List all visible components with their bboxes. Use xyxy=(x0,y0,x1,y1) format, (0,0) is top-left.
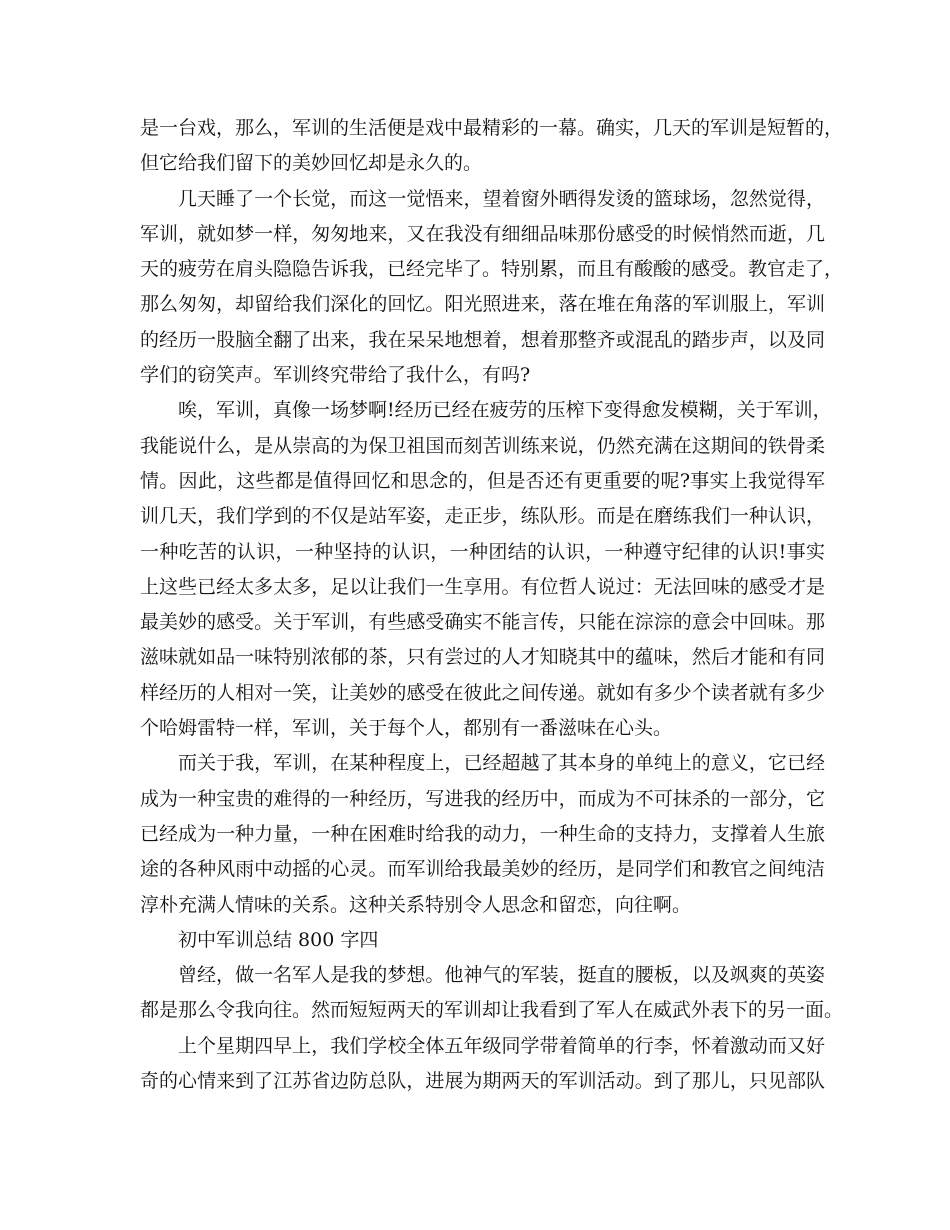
text-line: 奇的心情来到了江苏省边防总队，进展为期两天的军训活动。到了那儿，只见部队 xyxy=(140,1070,825,1093)
text-line: 是一台戏，那么，军训的生活便是戏中最精彩的一幕。确实，几天的军训是短暂的， xyxy=(140,117,844,139)
text-line: 成为一种宝贵的难得的一种经历，写进我的经历中，而成为不可抹杀的一部分，它 xyxy=(140,787,825,810)
text-line: 一种吃苦的认识，一种坚持的认识，一种团结的认识，一种遵守纪律的认识!事实 xyxy=(140,540,825,563)
text-line: 淳朴充满人情味的关系。这种关系特别令人思念和留恋，向往啊。 xyxy=(140,893,692,916)
text-line: 都是那么令我向往。然而短短两天的军训却让我看到了军人在威武外表下的另一面。 xyxy=(140,999,844,1022)
text-line: 天的疲劳在肩头隐隐告诉我，已经完毕了。特别累，而且有酸酸的感受。教官走了， xyxy=(140,258,844,281)
text-line: 训几天，我们学到的不仅是站军姿，走正步，练队形。而是在磨练我们一种认识， xyxy=(140,505,825,528)
text-line: 样经历的人相对一笑，让美妙的感受在彼此之间传递。就如有多少个读者就有多少 xyxy=(140,681,825,704)
text-line: 那么匆匆，却留给我们深化的回忆。阳光照进来，落在堆在角落的军训服上，军训 xyxy=(140,293,825,316)
text-line: 已经成为一种力量，一种在困难时给我的动力，一种生命的支持力，支撑着人生旅 xyxy=(140,822,825,845)
paragraph-first-line: 唉，军训，真像一场梦啊!经历已经在疲劳的压榨下变得愈发模糊，关于军训， xyxy=(178,399,832,422)
paragraph-first-line: 曾经，做一名军人是我的梦想。他神气的军装，挺直的腰板，以及飒爽的英姿 xyxy=(178,964,825,987)
text-line: 途的各种风雨中动摇的心灵。而军训给我最美妙的经历，是同学们和教官之间纯洁 xyxy=(140,858,825,881)
paragraph-first-line: 而关于我，军训，在某种程度上，已经超越了其本身的单纯上的意义，它已经 xyxy=(178,752,825,775)
text-line: 学们的窃笑声。军训终究带给了我什么，有吗? xyxy=(140,364,531,387)
text-line: 滋味就如品一味特别浓郁的茶，只有尝过的人才知晓其中的蕴味，然后才能和有同 xyxy=(140,646,825,669)
text-line: 个哈姆雷特一样，军训，关于每个人，都别有一番滋味在心头。 xyxy=(140,717,673,740)
paragraph-first-line: 几天睡了一个长觉，而这一觉悟来，望着窗外晒得发烫的篮球场，忽然觉得， xyxy=(178,187,825,210)
text-line: 上这些已经太多太多，足以让我们一生享用。有位哲人说过：无法回味的感受才是 xyxy=(140,575,825,598)
text-line: 情。因此，这些都是值得回忆和思念的，但是否还有更重要的呢?事实上我觉得军 xyxy=(140,469,825,492)
text-line: 但它给我们留下的美妙回忆却是永久的。 xyxy=(140,152,483,175)
document-body xyxy=(140,111,844,1099)
text-line: 的经历一股脑全翻了出来，我在呆呆地想着，想着那整齐或混乱的踏步声，以及同 xyxy=(140,328,825,351)
text-line: 最美妙的感受。关于军训，有些感受确实不能言传，只能在淙淙的意会中回味。那 xyxy=(140,611,825,634)
text-line: 军训，就如梦一样，匆匆地来，又在我没有细细品味那份感受的时候悄然而逝，几 xyxy=(140,222,825,245)
text-line: 我能说什么，是从崇高的为保卫祖国而刻苦训练来说，仍然充满在这期间的铁骨柔 xyxy=(140,434,825,457)
paragraph-first-line: 初中军训总结 800 字四 xyxy=(178,928,379,951)
paragraph-first-line: 上个星期四早上，我们学校全体五年级同学带着简单的行李，怀着激动而又好 xyxy=(178,1034,825,1057)
